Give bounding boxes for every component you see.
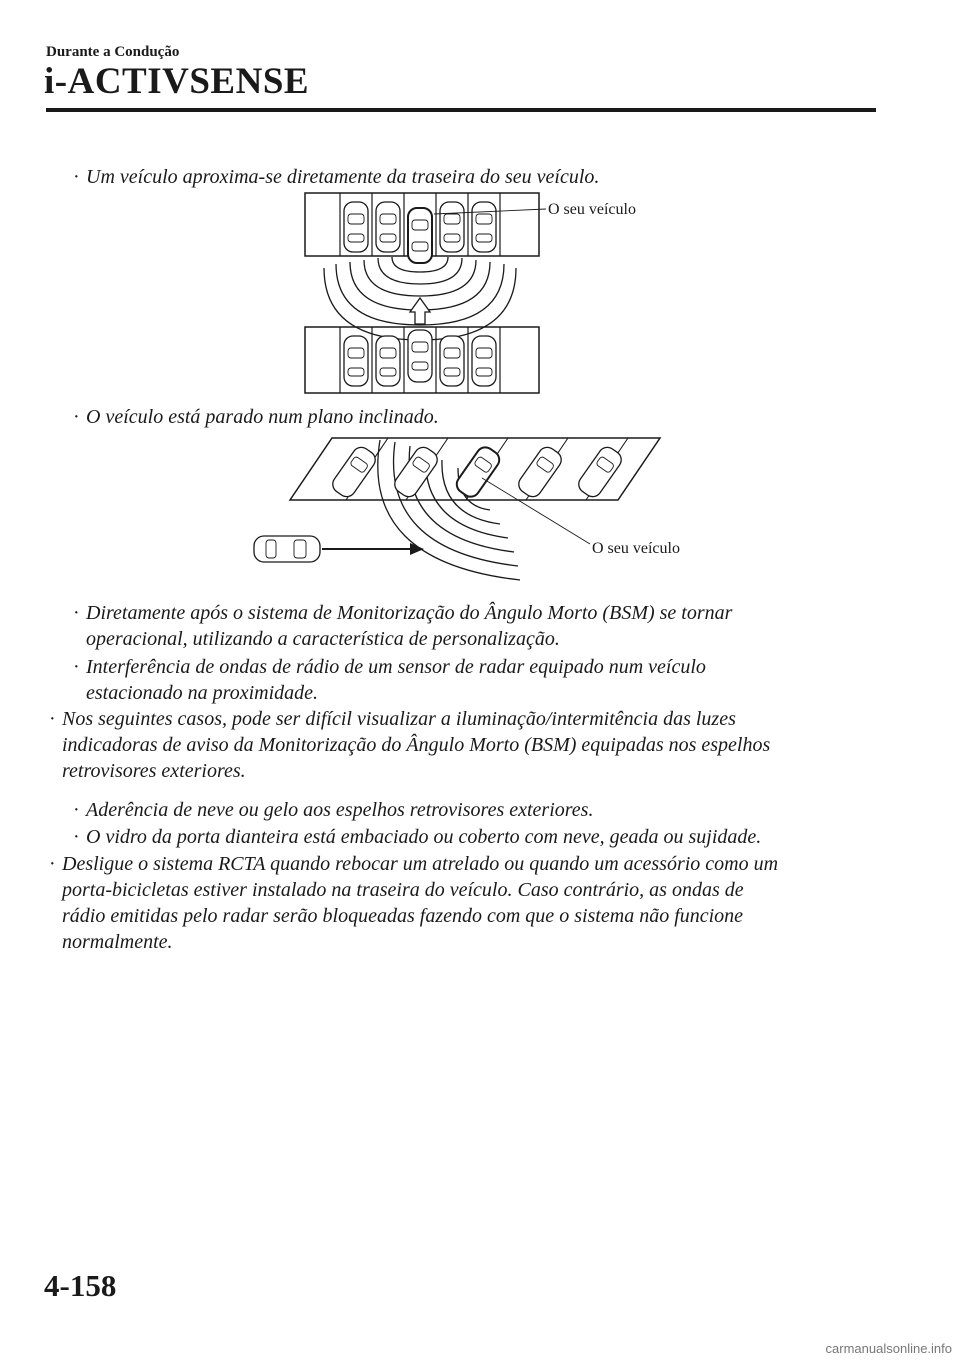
sub-item-text: estacionado na proximidade. [86,682,319,704]
sub-item-text: Aderência de neve ou gelo aos espelhos retrovisores exteriores. [86,799,594,821]
sub-item-text: Interferência de ondas de rádio de um sensor de radar equipado num veículo [86,656,706,678]
sub-item-text: operacional, utilizando a característica de personalização. [86,628,560,650]
main-item-text: rádio emitidas pelo radar serão bloqueadas fazendo com que o sistema não funcione [62,905,744,927]
bullet-icon: · [73,602,80,624]
figure-label: O seu veículo [548,201,636,218]
main-item-text: porta-bicicletas estiver instalado na traseira do veículo. Caso contrário, as ondas de [62,879,744,901]
bullet-icon: · [73,166,80,188]
section-title: Durante a Condução [46,44,180,60]
sub-item-text: O vidro da porta dianteira está embaciado ou coberto com neve, geada ou sujidade. [86,826,762,848]
main-item-text: retrovisores exteriores. [62,760,246,782]
sub-item-text: Um veículo aproxima-se diretamente da traseira do seu veículo. [86,166,600,188]
bullet-icon: · [73,656,80,678]
main-item-text: normalmente. [62,931,173,953]
header-divider [46,108,876,112]
bullet-icon: · [73,406,80,428]
figure-inclined-parking [250,432,710,582]
bullet-icon: · [49,708,56,730]
sub-item-text: Diretamente após o sistema de Monitorização do Ângulo Morto (BSM) se tornar [86,602,733,624]
figure-label: O seu veículo [592,540,680,557]
watermark: carmanualsonline.info [825,1341,952,1356]
page-title: i-ACTIVSENSE [44,61,310,102]
bullet-icon: · [73,799,80,821]
bullet-icon: · [49,853,56,875]
figure-rear-approach [300,190,660,400]
bullet-icon: · [73,826,80,848]
main-item-text: Desligue o sistema RCTA quando rebocar um atrelado ou quando um acessório como um [62,853,779,875]
page-number: 4-158 [44,1268,117,1303]
main-item-text: Nos seguintes casos, pode ser difícil visualizar a iluminação/intermitência das luzes [62,708,736,730]
sub-item-text: O veículo está parado num plano inclinado. [86,406,439,428]
main-item-text: indicadoras de aviso da Monitorização do Ângulo Morto (BSM) equipadas nos espelhos [62,734,771,756]
